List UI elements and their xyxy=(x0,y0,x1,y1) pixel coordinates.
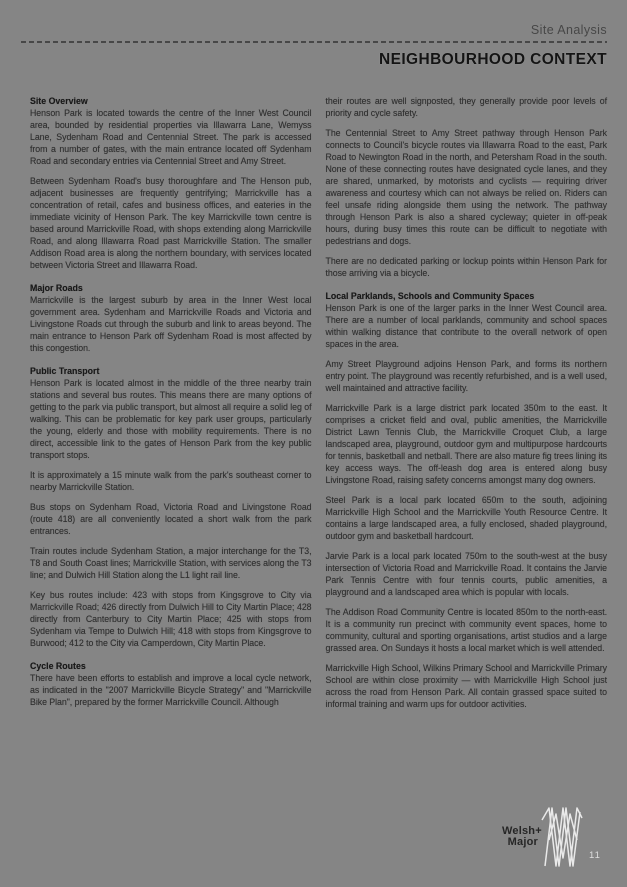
body-paragraph: The Addison Road Community Centre is located 850m to the north-east. It is a community run precinct with community event spaces, home to community, cultural and sporting organisations, artist studios and a large grassed area. On Sundays it hosts a local market which is well attended. xyxy=(325,607,607,653)
body-paragraph: There have been efforts to establish and improve a local cycle network, as indicated in the "2007 Marrickville Bicycle Strategy" and "Marrickville Bike Plan", prepared by the former Marrickville Council. Although xyxy=(30,673,312,707)
section-heading: Site Overview xyxy=(30,96,88,106)
body-paragraph: their routes are well signposted, they generally provide poor levels of priority and cycle safety. xyxy=(325,96,607,118)
body-paragraph: There are no dedicated parking or lockup points within Henson Park for those arriving via a bicycle. xyxy=(325,256,607,278)
section-heading: Cycle Routes xyxy=(30,661,86,671)
page-eyebrow: Site Analysis xyxy=(530,23,607,37)
page-number: 11 xyxy=(589,850,601,861)
body-paragraph: Train routes include Sydenham Station, a major interchange for the T3, T8 and South Coast lines; Marrickville Station, with services along the T3 line; and Dulwich Hill Station along the L1 light rail line. xyxy=(30,546,312,580)
logo-line2: Major xyxy=(507,835,538,848)
body-paragraph: Henson Park is located towards the centre of the Inner West Council area, bounded by residential properties via Illawarra Lane, Wemyss Lane, Sydenham Road and Centennial Street. The park is accessed from a number of gates, with the main entrance located off Sydenham Road and secondary entries via Centennial Street and Amy Street. xyxy=(30,108,312,166)
left-column xyxy=(30,95,312,718)
dashed-divider xyxy=(21,41,607,43)
body-paragraph: Steel Park is a local park located 650m to the south, adjoining Marrickville High School and the Marrickville Youth Resource Centre. It contains a large landscaped area, a fully enclosed, shaded playground, outdoor gym and basketball hardcourt. xyxy=(325,495,607,541)
welsh-major-logo-mark-icon xyxy=(540,806,584,868)
body-paragraph: Henson Park is one of the larger parks in the Inner West Council area. There are a number of local parklands, community and school spaces within walking distance that contribute to the overall network of open spaces in the area. xyxy=(325,303,607,349)
page-title: NEIGHBOURHOOD CONTEXT xyxy=(379,51,607,68)
text-columns xyxy=(30,95,607,718)
section-heading: Local Parklands, Schools and Community Spaces xyxy=(325,291,535,301)
body-paragraph: The Centennial Street to Amy Street pathway through Henson Park connects to Council's bicycle routes via Illawarra Road to the east, Park Road to Newington Road in the north, and Petersham Road in the south. None of these connecting routes have designated cycle lanes, and they are shared, unmarked, by motorists and cyclists — requiring driver awareness and courtesy which can not always be relied on. Riders can feel unsafe riding alongside them using the network. The pathway through Henson Park is also a shared cycleway; quieter in off-peak hours, during busy times this route can be difficult to negotiate with pedestrians and dogs. xyxy=(325,128,607,246)
body-paragraph: Jarvie Park is a local park located 750m to the south-west at the busy intersection of Victoria Road and Marrickville Road. It contains the Jarvie Park Tennis Centre with four tennis courts, public amenities, a playground and a landscaped area which is popular with locals. xyxy=(325,551,607,597)
body-paragraph: Between Sydenham Road's busy thoroughfare and The Henson pub, adjacent businesses are frequently gentrifying; Marrickville has a concentration of retail, cafes and business offices, and eateries in the immediate vicinity of Henson Park. The key Marrickville town centre is based around Marrickville Road, with shops extending along Marrickville Road, and along Illawarra Road past Marrickville Station. The smaller Addison Road area is along the northern boundary, with services located between Victoria Street and Illawarra Road. xyxy=(30,176,312,270)
body-paragraph: Henson Park is located almost in the middle of the three nearby train stations and several bus routes. This means there are many options of getting to the park via public transport, but almost all require a solid leg of walking. This can be problematic for key park user groups, particularly the young, elderly and those with mobility requirements. There is no direct, accessible link to the gates of Henson Park from the key public transport stops. xyxy=(30,378,312,460)
body-paragraph: Amy Street Playground adjoins Henson Park, and forms its northern entry point. The playground was recently refurbished, and is a well used, well maintained and attractive facility. xyxy=(325,359,607,393)
body-paragraph: Marrickville High School, Wilkins Primary School and Marrickville Primary School are within close proximity — with Marrickville High School just across the road from Henson Park. All contain grassed space suited to informal training and warm ups for outdoor activities. xyxy=(325,663,607,709)
body-paragraph: Bus stops on Sydenham Road, Victoria Road and Livingstone Road (route 418) are all conveniently located a short walk from the park entrances. xyxy=(30,502,312,536)
right-column xyxy=(326,95,608,718)
welsh-major-logo-text xyxy=(502,825,542,848)
body-paragraph: It is approximately a 15 minute walk from the park's southeast corner to nearby Marrickville Station. xyxy=(30,470,312,492)
body-paragraph: Marrickville is the largest suburb by area in the Inner West local government area. Sydenham and Marrickville Roads and Victoria and Livingstone Roads cut through the suburb and link to areas beyond. The main entrance to Henson Park off Sydenham Road is most affected by this congestion. xyxy=(30,295,312,353)
body-paragraph: Key bus routes include: 423 with stops from Kingsgrove to City via Marrickville Road; 426 directly from Dulwich Hill to City Martin Place; 428 directly from Canterbury to City Martin Place; 425 with stops from Sydenham via Tempe to Dulwich Hill; 418 with stops from Kingsgrove to Burwood; 412 to the City via Camperdown, City Martin Place. xyxy=(30,590,312,648)
body-paragraph: Marrickville Park is a large district park located 350m to the east. It comprises a cricket field and oval, public amenities, the Marrickville District Lawn Tennis Club, the Marrickville Croquet Club, a large landscaped area, playground, outdoor gym and multipurpose hardcourts for tennis, basketball and netball. There are also mature fig trees lining its key access ways. The off-leash dog area is entered along busy Livingstone Road, raising safety concerns amongst many dog owners. xyxy=(325,403,608,485)
section-heading: Public Transport xyxy=(30,366,100,376)
logo-line1: Welsh+ xyxy=(502,825,542,837)
section-heading: Major Roads xyxy=(30,283,83,293)
